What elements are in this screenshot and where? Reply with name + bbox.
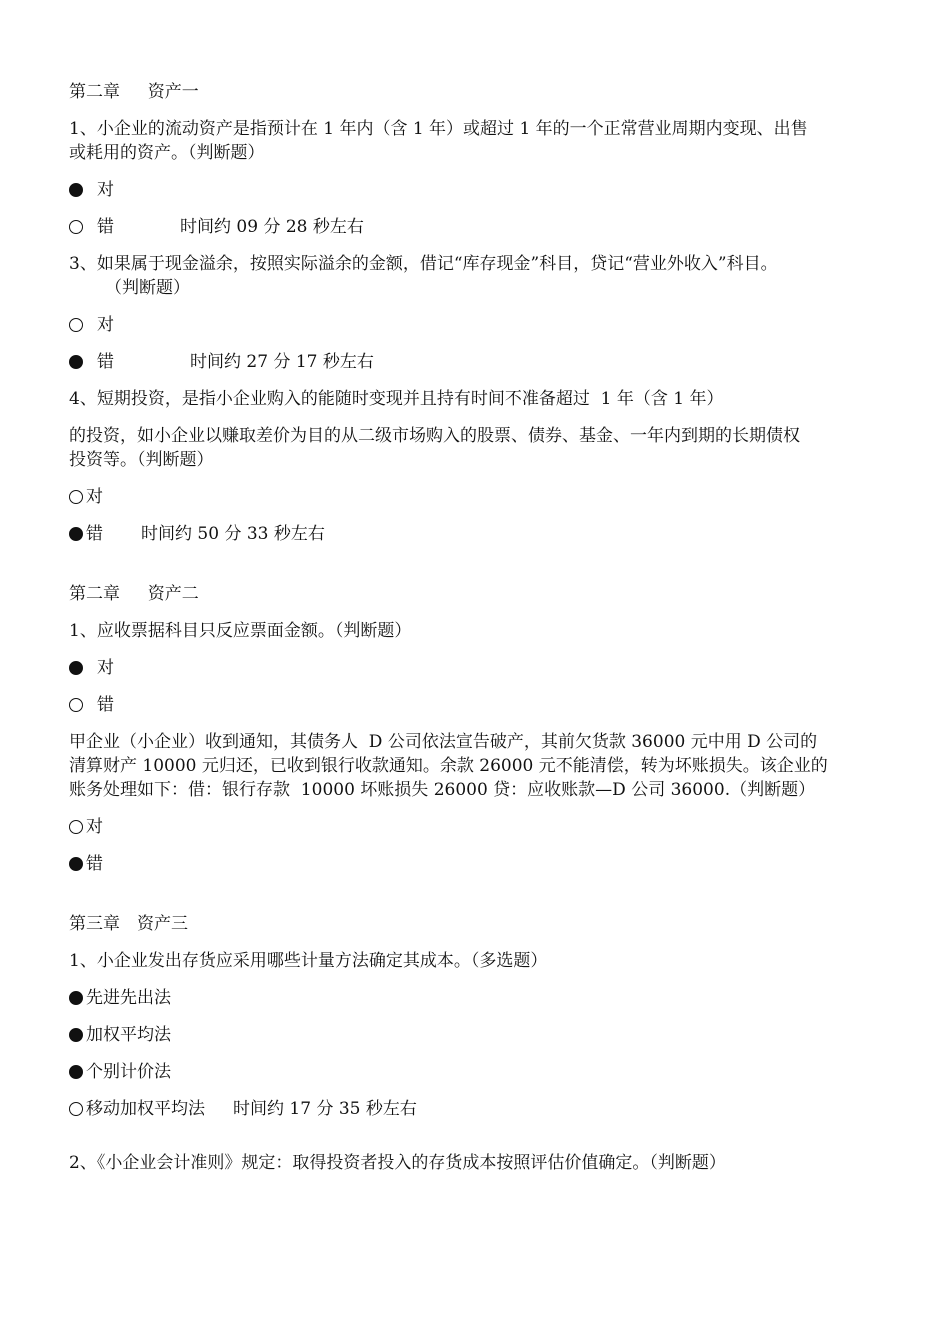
radio-unselected-icon[interactable]	[69, 490, 83, 504]
radio-selected-icon[interactable]	[69, 857, 83, 871]
radio-unselected-icon[interactable]	[69, 820, 83, 834]
option-label: 对	[97, 658, 114, 678]
option-label: 移动加权平均法	[86, 1099, 205, 1119]
question	[69, 252, 881, 300]
question	[69, 730, 881, 802]
option-moving-weighted-average[interactable]	[69, 1097, 881, 1121]
option-label: 错	[97, 217, 114, 237]
option-label: 对	[97, 315, 114, 335]
option-false[interactable]	[69, 693, 881, 717]
option-weighted-average[interactable]	[69, 1023, 881, 1047]
section-heading: 第二章 资产二	[69, 584, 199, 604]
radio-selected-icon[interactable]	[69, 355, 83, 369]
question	[69, 619, 881, 643]
document-page	[69, 80, 881, 1188]
question	[69, 949, 881, 973]
radio-unselected-icon[interactable]	[69, 318, 83, 332]
time-note: 时间约 50 分 33 秒左右	[141, 524, 325, 544]
time-note: 时间约 17 分 35 秒左右	[233, 1099, 417, 1119]
question-text: 4、短期投资，是指小企业购入的能随时变现并且持有时间不准备超过 1 年（含 1 年）	[69, 389, 724, 409]
question	[69, 387, 881, 472]
time-note: 时间约 09 分 28 秒左右	[180, 217, 364, 237]
option-label: 错	[86, 854, 103, 874]
question-text: （判断题）	[105, 278, 190, 298]
radio-unselected-icon[interactable]	[69, 220, 83, 234]
section-heading: 第二章 资产一	[69, 82, 199, 102]
option-label: 对	[86, 487, 103, 507]
checkbox-selected-icon[interactable]	[69, 1028, 83, 1042]
question-text: 1、应收票据科目只反应票面金额。（判断题）	[69, 621, 412, 641]
option-label: 加权平均法	[86, 1025, 171, 1045]
time-note: 时间约 27 分 17 秒左右	[190, 352, 374, 372]
question-text: 1、小企业的流动资产是指预计在 1 年内（含 1 年）或超过 1 年的一个正常营业周期内变现、出售	[69, 119, 808, 139]
checkbox-unselected-icon[interactable]	[69, 1102, 83, 1116]
option-false[interactable]	[69, 852, 881, 876]
option-true[interactable]	[69, 313, 881, 337]
checkbox-selected-icon[interactable]	[69, 991, 83, 1005]
question-text: 2、《小企业会计准则》规定：取得投资者投入的存货成本按照评估价值确定。（判断题）	[69, 1153, 726, 1173]
option-label: 对	[97, 180, 114, 200]
radio-selected-icon[interactable]	[69, 183, 83, 197]
option-label: 先进先出法	[86, 988, 171, 1008]
radio-selected-icon[interactable]	[69, 527, 83, 541]
question-text: 3、如果属于现金溢余，按照实际溢余的金额，借记“库存现金”科目，贷记“营业外收入”科目。	[69, 254, 778, 274]
question	[69, 1151, 881, 1175]
option-label: 个别计价法	[86, 1062, 171, 1082]
question-text: 账务处理如下：借：银行存款 10000 坏账损失 26000 贷：应收账款—D 公司 36000.（判断题）	[69, 780, 816, 800]
option-true[interactable]	[69, 656, 881, 680]
option-true[interactable]	[69, 485, 881, 509]
question-text: 1、小企业发出存货应采用哪些计量方法确定其成本。（多选题）	[69, 951, 548, 971]
radio-unselected-icon[interactable]	[69, 698, 83, 712]
option-label: 错	[97, 695, 114, 715]
checkbox-selected-icon[interactable]	[69, 1065, 83, 1079]
radio-selected-icon[interactable]	[69, 661, 83, 675]
option-false[interactable]	[69, 215, 881, 239]
question-text: 的投资，如小企业以赚取差价为目的从二级市场购入的股票、债券、基金、一年内到期的长期债权	[69, 426, 800, 446]
question-text: 甲企业（小企业）收到通知，其债务人 D 公司依法宣告破产，其前欠货款 36000 元中用 D 公司的	[69, 732, 818, 752]
question-text: 清算财产 10000 元归还，已收到银行收款通知。余款 26000 元不能清偿，转为坏账损失。该企业的	[69, 756, 828, 776]
option-label: 对	[86, 817, 103, 837]
option-fifo[interactable]	[69, 986, 881, 1010]
question	[69, 117, 881, 165]
option-true[interactable]	[69, 815, 881, 839]
option-label: 错	[97, 352, 114, 372]
section-heading: 第三章 资产三	[69, 914, 188, 934]
option-true[interactable]	[69, 178, 881, 202]
question-text: 投资等。（判断题）	[69, 450, 214, 470]
question-text: 或耗用的资产。（判断题）	[69, 143, 265, 163]
option-label: 错	[86, 524, 103, 544]
option-false[interactable]	[69, 522, 881, 546]
option-specific-identification[interactable]	[69, 1060, 881, 1084]
option-false[interactable]	[69, 350, 881, 374]
